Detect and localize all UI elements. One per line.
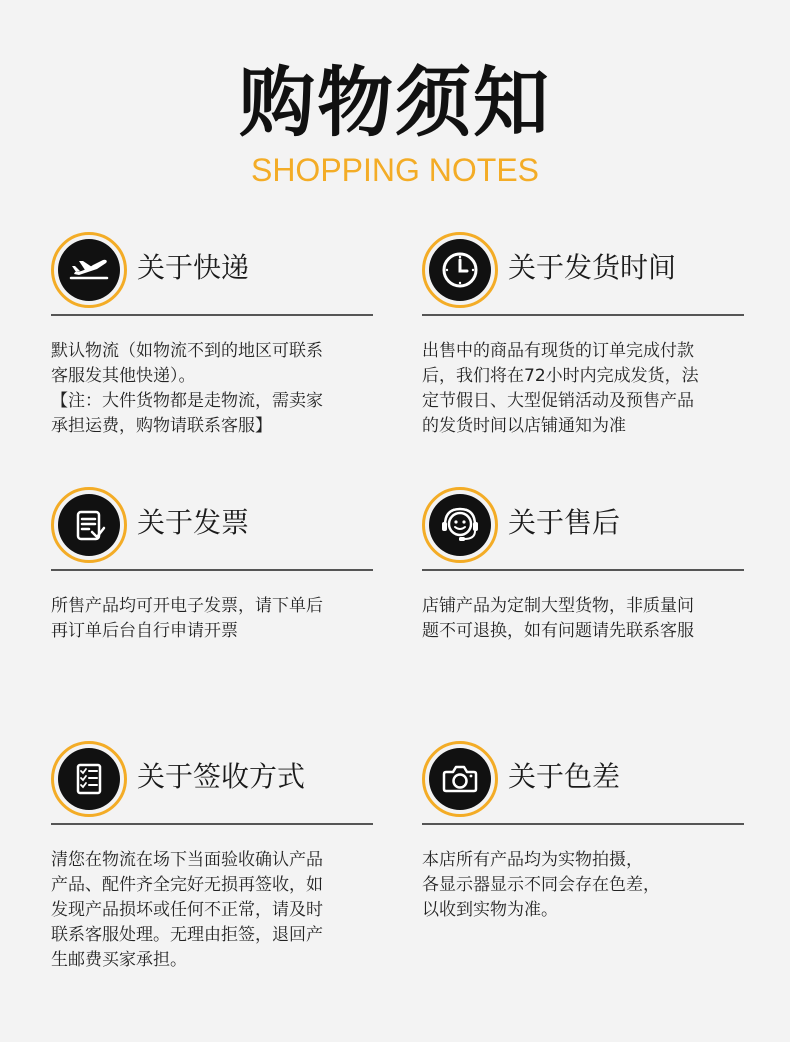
section-body xyxy=(422,848,752,923)
section-title: 关于快递 xyxy=(137,251,250,284)
page-title: 购物须知 xyxy=(239,58,551,147)
section-after-sales xyxy=(422,487,744,641)
section-header xyxy=(422,741,744,821)
body-line: 承担运费，购物请联系客服】 xyxy=(51,416,272,436)
section-title: 关于签收方式 xyxy=(137,760,306,793)
section-header xyxy=(51,487,373,567)
section-invoice xyxy=(51,487,373,641)
airplane-icon xyxy=(51,232,127,308)
body-line: 清您在物流在场下当面验收确认产品 xyxy=(51,850,323,870)
section-color-difference xyxy=(422,741,744,920)
body-line: 联系客服处理。无理由拒签，退回产 xyxy=(51,925,323,945)
page-subtitle: SHOPPING NOTES xyxy=(250,152,540,188)
body-line: 出售中的商品有现货的订单完成付款 xyxy=(422,341,694,361)
section-title: 关于发票 xyxy=(137,506,250,539)
section-shipping-time xyxy=(422,232,744,436)
section-body xyxy=(51,594,381,644)
body-line: 各显示器显示不同会存在色差， xyxy=(422,875,660,895)
divider xyxy=(422,823,744,825)
body-line: 【注：大件货物都是走物流，需卖家 xyxy=(51,391,323,411)
section-title: 关于发货时间 xyxy=(508,251,677,284)
body-line: 的发货时间以店铺通知为准 xyxy=(422,416,626,436)
section-signing xyxy=(51,741,373,970)
body-line: 后，我们将在72小时内完成发货，法 xyxy=(422,366,699,386)
section-header xyxy=(422,487,744,567)
clock-icon xyxy=(422,232,498,308)
body-line: 本店所有产品均为实物拍摄， xyxy=(422,850,643,870)
customer-service-icon xyxy=(422,487,498,563)
checklist-icon xyxy=(51,741,127,817)
divider xyxy=(422,314,744,316)
body-line: 以收到实物为准。 xyxy=(422,900,558,920)
divider xyxy=(51,569,373,571)
section-title: 关于售后 xyxy=(508,506,621,539)
body-line: 产品、配件齐全完好无损再签收，如 xyxy=(51,875,323,895)
section-body xyxy=(422,339,752,439)
camera-icon xyxy=(422,741,498,817)
section-header xyxy=(51,741,373,821)
section-header xyxy=(422,232,744,312)
divider xyxy=(422,569,744,571)
body-line: 题不可退换，如有问题请先联系客服 xyxy=(422,621,694,641)
body-line: 发现产品损坏或任何不正常，请及时 xyxy=(51,900,323,920)
divider xyxy=(51,314,373,316)
body-line: 默认物流（如物流不到的地区可联系 xyxy=(51,341,323,361)
section-body xyxy=(51,339,381,439)
body-line: 客服发其他快递）。 xyxy=(51,366,196,386)
body-line: 定节假日、大型促销活动及预售产品 xyxy=(422,391,694,411)
body-line: 店铺产品为定制大型货物，非质量问 xyxy=(422,596,694,616)
section-body xyxy=(422,594,752,644)
body-line: 再订单后台自行申请开票 xyxy=(51,621,238,641)
section-title: 关于色差 xyxy=(508,760,621,793)
section-body xyxy=(51,848,381,973)
invoice-icon xyxy=(51,487,127,563)
section-express xyxy=(51,232,373,436)
body-line: 生邮费买家承担。 xyxy=(51,950,187,970)
section-header xyxy=(51,232,373,312)
body-line: 所售产品均可开电子发票，请下单后 xyxy=(51,596,323,616)
divider xyxy=(51,823,373,825)
